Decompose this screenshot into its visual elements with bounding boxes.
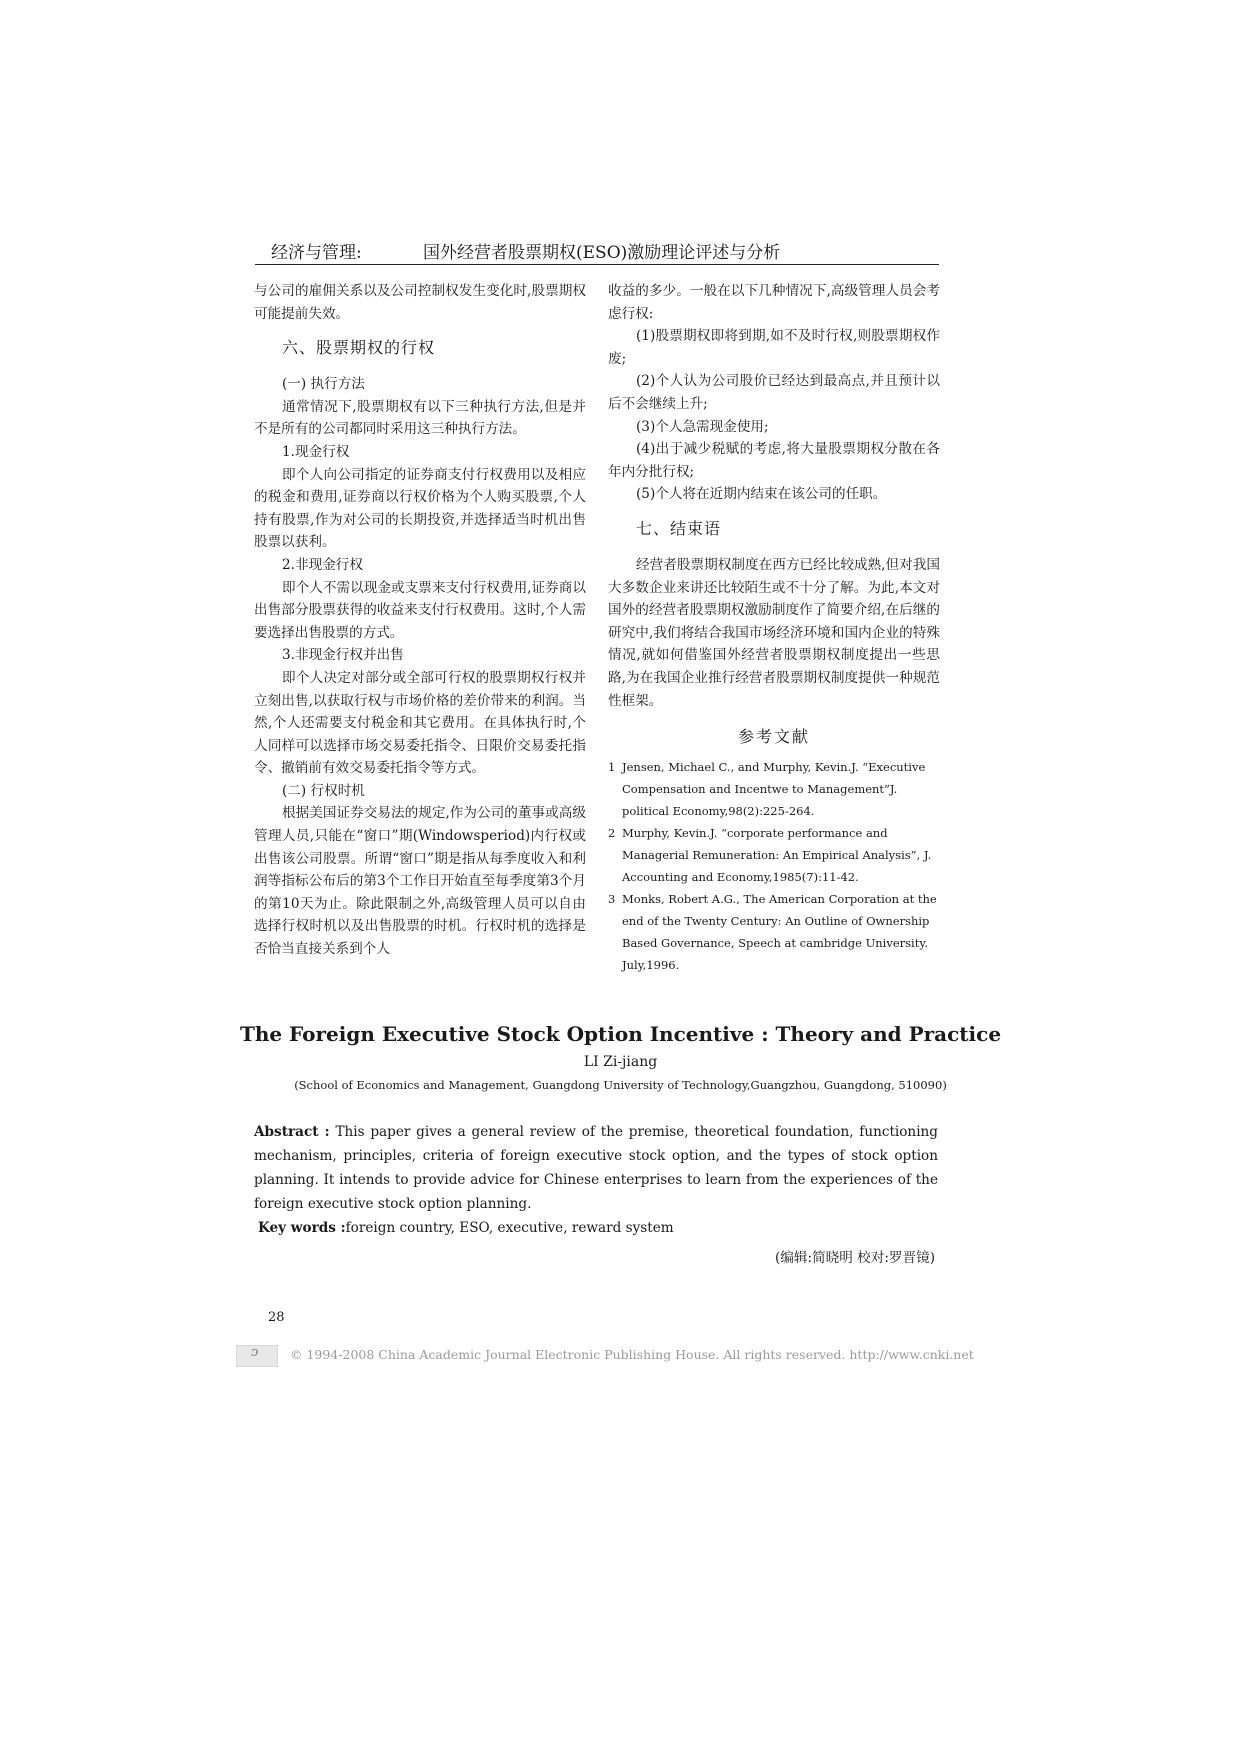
english-author: LI Zi-jiang — [583, 1054, 658, 1070]
references-heading: 参考文献 — [737, 727, 810, 747]
subsection-heading: (一) 执行方法 — [282, 376, 365, 393]
editor-note: (编辑:简晓明 校对:罗晋镜) — [774, 1250, 935, 1266]
paragraph: 收益的多少。一般在以下几种情况下,高级管理人员会考虑行权: — [608, 283, 940, 322]
subsection-heading: (二) 行权时机 — [282, 782, 365, 799]
english-title: The Foreign Executive Stock Option Incentive : Theory and Practice — [239, 1022, 1002, 1046]
paragraph: 即个人向公司指定的证券商支付行权费用以及相应的税金和费用,证券商以行权价格为个人购买股票,个人持有股票,作为对公司的长期投资,并选择适当时机出售股票以获利。 — [254, 466, 586, 551]
running-header — [255, 238, 939, 265]
right-column — [608, 280, 940, 976]
reference-item — [608, 756, 940, 822]
english-affiliation: (School of Economics and Management, Guangdong University of Technology,Guangzhou, Guangdong, 510090) — [294, 1078, 947, 1092]
copyright-text: © 1994-2008 China Academic Journal Electronic Publishing House. All rights reserved. http://www.cnki.net — [290, 1347, 974, 1362]
paragraph: 通常情况下,股票期权有以下三种执行方法,但是并不是所有的公司都同时采用这三种执行方法。 — [254, 398, 586, 438]
condition-item: (4)出于减少税赋的考虑,将大量股票期权分散在各年内分批行权; — [608, 441, 940, 480]
references-list — [608, 756, 940, 976]
english-abstract — [254, 1120, 938, 1216]
cnki-footer — [236, 1345, 974, 1367]
reference-text: Jensen, Michael C., and Murphy, Kevin.J. “Executive Compensation and Incentwe to Management”J. political Economy,98(2):225-264. — [622, 760, 926, 819]
left-column — [254, 280, 586, 961]
cnki-logo-icon: ↄ — [236, 1345, 278, 1367]
method-title: 3.非现金行权并出售 — [282, 647, 404, 664]
reference-text: Monks, Robert A.G., The American Corporation at the end of the Twenty Century: An Outline of Ownership Based Governance, Speech at cambridge University. July,1996. — [622, 892, 937, 973]
keywords-text: foreign country, ESO, executive, reward system — [345, 1220, 674, 1236]
reference-item — [608, 822, 940, 888]
paragraph: 即个人决定对部分或全部可行权的股票期权行权并立刻出售,以获取行权与市场价格的差价带来的利润。当然,个人还需要支付税金和其它费用。在具体执行时,个人同样可以选择市场交易委托指令、日限价交易委托指令、撤销前有效交易委托指令等方式。 — [254, 669, 586, 777]
condition-item: (1)股票期权即将到期,如不及时行权,则股票期权作废; — [608, 328, 940, 367]
abstract-label: Abstract : — [254, 1124, 330, 1140]
keywords-label: Key words : — [258, 1220, 346, 1236]
method-title: 2.非现金行权 — [282, 556, 363, 573]
page-number: 28 — [268, 1310, 285, 1325]
reference-item — [608, 888, 940, 976]
condition-item: (3)个人急需现金使用; — [636, 418, 769, 435]
paragraph: 即个人不需以现金或支票来支付行权费用,证券商以出售部分股票获得的收益来支付行权费用。这时,个人需要选择出售股票的方式。 — [254, 579, 586, 641]
condition-item: (5)个人将在近期内结束在该公司的任职。 — [636, 486, 887, 503]
running-title: 国外经营者股票期权(ESO)激励理论评述与分析 — [423, 243, 781, 263]
paragraph: 根据美国证券交易法的规定,作为公司的董事或高级管理人员,只能在“窗口”期(Windowsperiod)内行权或出售该公司股票。所谓“窗口”期是指从每季度收入和利润等指标公布后的第3个工作日开始直至每季度第3个月的第10天为止。除此限制之外,高级管理人员可以自由选择行权时机以及出售股票的时机。行权时机的选择是否恰当直接关系到个人 — [254, 805, 586, 958]
reference-number: 3 — [608, 892, 616, 907]
section-heading: 六、股票期权的行权 — [282, 338, 436, 358]
english-keywords — [258, 1220, 938, 1236]
condition-item: (2)个人认为公司股价已经达到最高点,并且预计以后不会继续上升; — [608, 373, 940, 412]
journal-name: 经济与管理: — [271, 243, 362, 263]
reference-number: 2 — [608, 826, 616, 841]
reference-number: 1 — [608, 760, 616, 775]
paragraph: 与公司的雇佣关系以及公司控制权发生变化时,股票期权可能提前失效。 — [254, 283, 586, 322]
method-title: 1.现金行权 — [282, 443, 350, 460]
abstract-text: This paper gives a general review of the premise, theoretical foundation, functioning mechanism, principles, criteria of foreign executive stock option, and the types of stock option planning. It intends to provide advice for Chinese enterprises to learn from the experiences of the foreign executive stock option planning. — [254, 1124, 938, 1212]
section-heading: 七、结束语 — [636, 518, 722, 538]
reference-text: Murphy, Kevin.J. “corporate performance and Managerial Remuneration: An Empirical Analysis”, J. Accounting and Economy,1985(7):11-42. — [622, 826, 932, 885]
paragraph: 经营者股票期权制度在西方已经比较成熟,但对我国大多数企业来讲还比较陌生或不十分了解。为此,本文对国外的经营者股票期权激励制度作了简要介绍,在后继的研究中,我们将结合我国市场经济环境和国内企业的特殊情况,就如何借鉴国外经营者股票期权制度提出一些思路,为在我国企业推行经营者股票期权制度提供一种规范性框架。 — [608, 556, 940, 709]
